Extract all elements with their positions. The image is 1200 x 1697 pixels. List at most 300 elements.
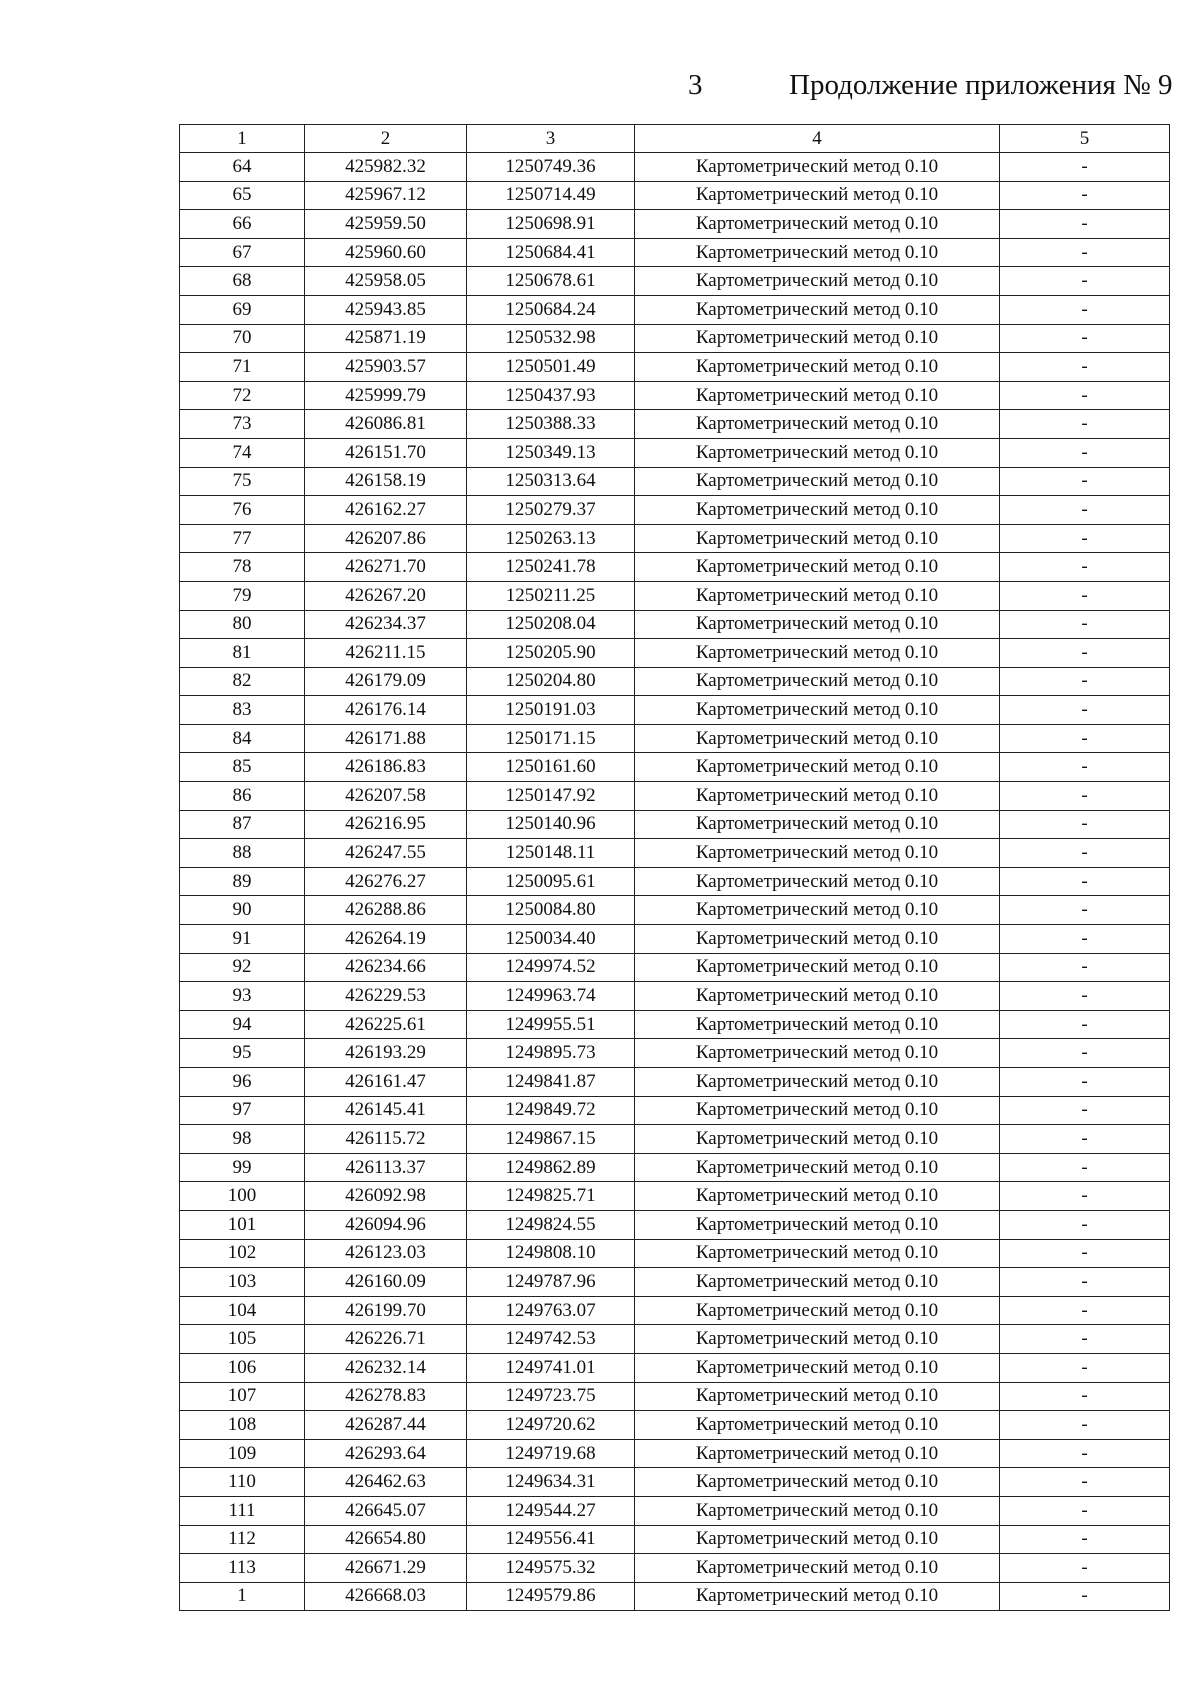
- table-row: [180, 839, 1170, 868]
- point-number-cell: 94: [180, 1010, 305, 1039]
- y-coordinate-cell: 1250095.61: [467, 867, 635, 896]
- table-row: [180, 696, 1170, 725]
- column-5-cell: -: [1000, 1068, 1170, 1097]
- point-number-cell: 88: [180, 839, 305, 868]
- y-coordinate-cell: 1250349.13: [467, 438, 635, 467]
- table-row: [180, 1582, 1170, 1611]
- y-coordinate-cell: 1249579.86: [467, 1582, 635, 1611]
- method-cell: Картометрический метод 0.10: [635, 753, 1000, 782]
- x-coordinate-cell: 426226.71: [305, 1325, 467, 1354]
- table-row: [180, 1182, 1170, 1211]
- point-number-cell: 83: [180, 696, 305, 725]
- x-coordinate-cell: 425967.12: [305, 181, 467, 210]
- x-coordinate-cell: 426293.64: [305, 1439, 467, 1468]
- point-number-cell: 101: [180, 1210, 305, 1239]
- method-cell: Картометрический метод 0.10: [635, 1411, 1000, 1440]
- x-coordinate-cell: 426234.66: [305, 953, 467, 982]
- table-row: [180, 1239, 1170, 1268]
- table-row: [180, 1010, 1170, 1039]
- point-number-cell: 86: [180, 782, 305, 811]
- point-number-cell: 75: [180, 467, 305, 496]
- column-5-cell: -: [1000, 753, 1170, 782]
- y-coordinate-cell: 1249787.96: [467, 1268, 635, 1297]
- column-5-cell: -: [1000, 1353, 1170, 1382]
- table-row: [180, 724, 1170, 753]
- column-5-cell: -: [1000, 1382, 1170, 1411]
- table-row: [180, 324, 1170, 353]
- y-coordinate-cell: 1249849.72: [467, 1096, 635, 1125]
- y-coordinate-cell: 1250161.60: [467, 753, 635, 782]
- x-coordinate-cell: 425960.60: [305, 238, 467, 267]
- method-cell: Картометрический метод 0.10: [635, 553, 1000, 582]
- column-5-cell: -: [1000, 1096, 1170, 1125]
- table-row: [180, 267, 1170, 296]
- x-coordinate-cell: 426158.19: [305, 467, 467, 496]
- method-cell: Картометрический метод 0.10: [635, 238, 1000, 267]
- column-5-cell: -: [1000, 1411, 1170, 1440]
- x-coordinate-cell: 426115.72: [305, 1125, 467, 1154]
- y-coordinate-cell: 1250140.96: [467, 810, 635, 839]
- column-5-cell: -: [1000, 581, 1170, 610]
- point-number-cell: 89: [180, 867, 305, 896]
- point-number-cell: 66: [180, 210, 305, 239]
- column-5-cell: -: [1000, 724, 1170, 753]
- table-row: [180, 982, 1170, 1011]
- method-cell: Картометрический метод 0.10: [635, 267, 1000, 296]
- y-coordinate-cell: 1249963.74: [467, 982, 635, 1011]
- column-header: 1: [180, 125, 305, 153]
- method-cell: Картометрический метод 0.10: [635, 438, 1000, 467]
- column-5-cell: -: [1000, 953, 1170, 982]
- column-5-cell: -: [1000, 238, 1170, 267]
- x-coordinate-cell: 426229.53: [305, 982, 467, 1011]
- y-coordinate-cell: 1250313.64: [467, 467, 635, 496]
- table-row: [180, 1153, 1170, 1182]
- table-row: [180, 810, 1170, 839]
- table-row: [180, 1554, 1170, 1583]
- x-coordinate-cell: 426162.27: [305, 496, 467, 525]
- method-cell: Картометрический метод 0.10: [635, 639, 1000, 668]
- method-cell: Картометрический метод 0.10: [635, 381, 1000, 410]
- x-coordinate-cell: 426171.88: [305, 724, 467, 753]
- x-coordinate-cell: 426161.47: [305, 1068, 467, 1097]
- point-number-cell: 80: [180, 610, 305, 639]
- table-row: [180, 295, 1170, 324]
- column-5-cell: -: [1000, 1582, 1170, 1611]
- y-coordinate-cell: 1250501.49: [467, 353, 635, 382]
- x-coordinate-cell: 426186.83: [305, 753, 467, 782]
- column-5-cell: -: [1000, 181, 1170, 210]
- method-cell: Картометрический метод 0.10: [635, 581, 1000, 610]
- table-row: [180, 1525, 1170, 1554]
- x-coordinate-cell: 425982.32: [305, 153, 467, 182]
- column-5-cell: -: [1000, 810, 1170, 839]
- x-coordinate-cell: 425871.19: [305, 324, 467, 353]
- column-5-cell: -: [1000, 1296, 1170, 1325]
- method-cell: Картометрический метод 0.10: [635, 1153, 1000, 1182]
- table-row: [180, 1296, 1170, 1325]
- method-cell: Картометрический метод 0.10: [635, 1582, 1000, 1611]
- point-number-cell: 68: [180, 267, 305, 296]
- y-coordinate-cell: 1249741.01: [467, 1353, 635, 1382]
- method-cell: Картометрический метод 0.10: [635, 1039, 1000, 1068]
- x-coordinate-cell: 426645.07: [305, 1496, 467, 1525]
- y-coordinate-cell: 1249634.31: [467, 1468, 635, 1497]
- table-row: [180, 639, 1170, 668]
- column-5-cell: -: [1000, 1468, 1170, 1497]
- point-number-cell: 76: [180, 496, 305, 525]
- x-coordinate-cell: 426267.20: [305, 581, 467, 610]
- y-coordinate-cell: 1250205.90: [467, 639, 635, 668]
- x-coordinate-cell: 426193.29: [305, 1039, 467, 1068]
- table-row: [180, 610, 1170, 639]
- point-number-cell: 74: [180, 438, 305, 467]
- x-coordinate-cell: 426668.03: [305, 1582, 467, 1611]
- method-cell: Картометрический метод 0.10: [635, 1382, 1000, 1411]
- y-coordinate-cell: 1249763.07: [467, 1296, 635, 1325]
- y-coordinate-cell: 1249556.41: [467, 1525, 635, 1554]
- y-coordinate-cell: 1249723.75: [467, 1382, 635, 1411]
- table-row: [180, 1468, 1170, 1497]
- x-coordinate-cell: 426199.70: [305, 1296, 467, 1325]
- point-number-cell: 70: [180, 324, 305, 353]
- method-cell: Картометрический метод 0.10: [635, 1468, 1000, 1497]
- point-number-cell: 69: [180, 295, 305, 324]
- table-row: [180, 782, 1170, 811]
- table-row: [180, 410, 1170, 439]
- y-coordinate-cell: 1250171.15: [467, 724, 635, 753]
- method-cell: Картометрический метод 0.10: [635, 724, 1000, 753]
- point-number-cell: 79: [180, 581, 305, 610]
- table-row: [180, 1496, 1170, 1525]
- table-row: [180, 1382, 1170, 1411]
- y-coordinate-cell: 1249974.52: [467, 953, 635, 982]
- method-cell: Картометрический метод 0.10: [635, 896, 1000, 925]
- y-coordinate-cell: 1249575.32: [467, 1554, 635, 1583]
- column-header: 5: [1000, 125, 1170, 153]
- point-number-cell: 87: [180, 810, 305, 839]
- column-5-cell: -: [1000, 467, 1170, 496]
- column-header: 2: [305, 125, 467, 153]
- y-coordinate-cell: 1249824.55: [467, 1210, 635, 1239]
- column-5-cell: -: [1000, 839, 1170, 868]
- column-5-cell: -: [1000, 1039, 1170, 1068]
- y-coordinate-cell: 1250034.40: [467, 925, 635, 954]
- point-number-cell: 100: [180, 1182, 305, 1211]
- x-coordinate-cell: 426145.41: [305, 1096, 467, 1125]
- point-number-cell: 92: [180, 953, 305, 982]
- y-coordinate-cell: 1250147.92: [467, 782, 635, 811]
- x-coordinate-cell: 425999.79: [305, 381, 467, 410]
- point-number-cell: 82: [180, 667, 305, 696]
- column-5-cell: -: [1000, 1325, 1170, 1354]
- column-5-cell: -: [1000, 1239, 1170, 1268]
- x-coordinate-cell: 426234.37: [305, 610, 467, 639]
- y-coordinate-cell: 1249720.62: [467, 1411, 635, 1440]
- table-row: [180, 1096, 1170, 1125]
- y-coordinate-cell: 1249544.27: [467, 1496, 635, 1525]
- y-coordinate-cell: 1250388.33: [467, 410, 635, 439]
- y-coordinate-cell: 1250698.91: [467, 210, 635, 239]
- column-5-cell: -: [1000, 353, 1170, 382]
- point-number-cell: 98: [180, 1125, 305, 1154]
- table-row: [180, 581, 1170, 610]
- y-coordinate-cell: 1249867.15: [467, 1125, 635, 1154]
- x-coordinate-cell: 426671.29: [305, 1554, 467, 1583]
- method-cell: Картометрический метод 0.10: [635, 353, 1000, 382]
- x-coordinate-cell: 426276.27: [305, 867, 467, 896]
- y-coordinate-cell: 1249808.10: [467, 1239, 635, 1268]
- point-number-cell: 105: [180, 1325, 305, 1354]
- method-cell: Картометрический метод 0.10: [635, 839, 1000, 868]
- x-coordinate-cell: 426247.55: [305, 839, 467, 868]
- table-body: [180, 153, 1170, 1611]
- page-number: 3: [688, 69, 703, 101]
- column-5-cell: -: [1000, 1439, 1170, 1468]
- column-5-cell: -: [1000, 925, 1170, 954]
- y-coordinate-cell: 1250084.80: [467, 896, 635, 925]
- appendix-continuation-title: Продолжение приложения № 9: [789, 69, 1173, 101]
- point-number-cell: 84: [180, 724, 305, 753]
- column-5-cell: -: [1000, 410, 1170, 439]
- method-cell: Картометрический метод 0.10: [635, 1210, 1000, 1239]
- x-coordinate-cell: 426151.70: [305, 438, 467, 467]
- y-coordinate-cell: 1250191.03: [467, 696, 635, 725]
- method-cell: Картометрический метод 0.10: [635, 1096, 1000, 1125]
- column-5-cell: -: [1000, 1525, 1170, 1554]
- method-cell: Картометрический метод 0.10: [635, 324, 1000, 353]
- table-row: [180, 667, 1170, 696]
- x-coordinate-cell: 425943.85: [305, 295, 467, 324]
- method-cell: Картометрический метод 0.10: [635, 524, 1000, 553]
- x-coordinate-cell: 425958.05: [305, 267, 467, 296]
- method-cell: Картометрический метод 0.10: [635, 410, 1000, 439]
- column-5-cell: -: [1000, 867, 1170, 896]
- table-row: [180, 524, 1170, 553]
- column-5-cell: -: [1000, 381, 1170, 410]
- y-coordinate-cell: 1250211.25: [467, 581, 635, 610]
- point-number-cell: 90: [180, 896, 305, 925]
- y-coordinate-cell: 1250678.61: [467, 267, 635, 296]
- point-number-cell: 81: [180, 639, 305, 668]
- table-header: [180, 125, 1170, 153]
- table-row: [180, 438, 1170, 467]
- column-5-cell: -: [1000, 696, 1170, 725]
- table-row: [180, 1210, 1170, 1239]
- point-number-cell: 85: [180, 753, 305, 782]
- x-coordinate-cell: 426207.86: [305, 524, 467, 553]
- table-row: [180, 238, 1170, 267]
- column-5-cell: -: [1000, 210, 1170, 239]
- method-cell: Картометрический метод 0.10: [635, 1268, 1000, 1297]
- column-5-cell: -: [1000, 324, 1170, 353]
- method-cell: Картометрический метод 0.10: [635, 1525, 1000, 1554]
- method-cell: Картометрический метод 0.10: [635, 1182, 1000, 1211]
- header-row: [180, 125, 1170, 153]
- x-coordinate-cell: 426462.63: [305, 1468, 467, 1497]
- column-5-cell: -: [1000, 1554, 1170, 1583]
- column-5-cell: -: [1000, 267, 1170, 296]
- x-coordinate-cell: 426232.14: [305, 1353, 467, 1382]
- table-row: [180, 381, 1170, 410]
- table-row: [180, 1325, 1170, 1354]
- column-5-cell: -: [1000, 610, 1170, 639]
- table-row: [180, 1068, 1170, 1097]
- point-number-cell: 64: [180, 153, 305, 182]
- table-row: [180, 1439, 1170, 1468]
- method-cell: Картометрический метод 0.10: [635, 610, 1000, 639]
- point-number-cell: 109: [180, 1439, 305, 1468]
- method-cell: Картометрический метод 0.10: [635, 867, 1000, 896]
- point-number-cell: 107: [180, 1382, 305, 1411]
- y-coordinate-cell: 1249742.53: [467, 1325, 635, 1354]
- table-row: [180, 353, 1170, 382]
- column-5-cell: -: [1000, 1125, 1170, 1154]
- column-5-cell: -: [1000, 982, 1170, 1011]
- point-number-cell: 1: [180, 1582, 305, 1611]
- column-5-cell: -: [1000, 524, 1170, 553]
- y-coordinate-cell: 1249825.71: [467, 1182, 635, 1211]
- x-coordinate-cell: 426094.96: [305, 1210, 467, 1239]
- x-coordinate-cell: 426179.09: [305, 667, 467, 696]
- column-5-cell: -: [1000, 1153, 1170, 1182]
- y-coordinate-cell: 1250241.78: [467, 553, 635, 582]
- method-cell: Картометрический метод 0.10: [635, 210, 1000, 239]
- column-5-cell: -: [1000, 639, 1170, 668]
- point-number-cell: 108: [180, 1411, 305, 1440]
- table-row: [180, 867, 1170, 896]
- point-number-cell: 67: [180, 238, 305, 267]
- method-cell: Картометрический метод 0.10: [635, 1239, 1000, 1268]
- point-number-cell: 95: [180, 1039, 305, 1068]
- table-row: [180, 553, 1170, 582]
- point-number-cell: 106: [180, 1353, 305, 1382]
- y-coordinate-cell: 1250208.04: [467, 610, 635, 639]
- column-5-cell: -: [1000, 438, 1170, 467]
- method-cell: Картометрический метод 0.10: [635, 153, 1000, 182]
- y-coordinate-cell: 1250714.49: [467, 181, 635, 210]
- method-cell: Картометрический метод 0.10: [635, 1125, 1000, 1154]
- table-row: [180, 953, 1170, 982]
- x-coordinate-cell: 426288.86: [305, 896, 467, 925]
- coordinates-table: [179, 124, 1170, 1611]
- x-coordinate-cell: 426086.81: [305, 410, 467, 439]
- point-number-cell: 77: [180, 524, 305, 553]
- column-5-cell: -: [1000, 1210, 1170, 1239]
- method-cell: Картометрический метод 0.10: [635, 467, 1000, 496]
- method-cell: Картометрический метод 0.10: [635, 496, 1000, 525]
- x-coordinate-cell: 426160.09: [305, 1268, 467, 1297]
- point-number-cell: 71: [180, 353, 305, 382]
- method-cell: Картометрический метод 0.10: [635, 1296, 1000, 1325]
- column-5-cell: -: [1000, 896, 1170, 925]
- table-row: [180, 896, 1170, 925]
- x-coordinate-cell: 426176.14: [305, 696, 467, 725]
- y-coordinate-cell: 1250532.98: [467, 324, 635, 353]
- method-cell: Картометрический метод 0.10: [635, 982, 1000, 1011]
- table-row: [180, 467, 1170, 496]
- point-number-cell: 96: [180, 1068, 305, 1097]
- table-row: [180, 1411, 1170, 1440]
- method-cell: Картометрический метод 0.10: [635, 1353, 1000, 1382]
- method-cell: Картометрический метод 0.10: [635, 696, 1000, 725]
- point-number-cell: 111: [180, 1496, 305, 1525]
- column-5-cell: -: [1000, 553, 1170, 582]
- method-cell: Картометрический метод 0.10: [635, 181, 1000, 210]
- table-row: [180, 153, 1170, 182]
- x-coordinate-cell: 426287.44: [305, 1411, 467, 1440]
- column-5-cell: -: [1000, 153, 1170, 182]
- table-row: [180, 1353, 1170, 1382]
- column-5-cell: -: [1000, 1010, 1170, 1039]
- point-number-cell: 112: [180, 1525, 305, 1554]
- y-coordinate-cell: 1249719.68: [467, 1439, 635, 1468]
- column-header: 3: [467, 125, 635, 153]
- y-coordinate-cell: 1249841.87: [467, 1068, 635, 1097]
- x-coordinate-cell: 426278.83: [305, 1382, 467, 1411]
- y-coordinate-cell: 1249895.73: [467, 1039, 635, 1068]
- point-number-cell: 91: [180, 925, 305, 954]
- table-row: [180, 210, 1170, 239]
- point-number-cell: 93: [180, 982, 305, 1011]
- method-cell: Картометрический метод 0.10: [635, 1068, 1000, 1097]
- column-header: 4: [635, 125, 1000, 153]
- y-coordinate-cell: 1250437.93: [467, 381, 635, 410]
- method-cell: Картометрический метод 0.10: [635, 667, 1000, 696]
- x-coordinate-cell: 426211.15: [305, 639, 467, 668]
- point-number-cell: 65: [180, 181, 305, 210]
- x-coordinate-cell: 426216.95: [305, 810, 467, 839]
- table-row: [180, 181, 1170, 210]
- table-row: [180, 1039, 1170, 1068]
- method-cell: Картометрический метод 0.10: [635, 1496, 1000, 1525]
- x-coordinate-cell: 425959.50: [305, 210, 467, 239]
- point-number-cell: 113: [180, 1554, 305, 1583]
- method-cell: Картометрический метод 0.10: [635, 925, 1000, 954]
- x-coordinate-cell: 425903.57: [305, 353, 467, 382]
- y-coordinate-cell: 1249955.51: [467, 1010, 635, 1039]
- column-5-cell: -: [1000, 496, 1170, 525]
- y-coordinate-cell: 1250684.41: [467, 238, 635, 267]
- point-number-cell: 99: [180, 1153, 305, 1182]
- y-coordinate-cell: 1250749.36: [467, 153, 635, 182]
- y-coordinate-cell: 1250263.13: [467, 524, 635, 553]
- column-5-cell: -: [1000, 667, 1170, 696]
- point-number-cell: 97: [180, 1096, 305, 1125]
- column-5-cell: -: [1000, 1182, 1170, 1211]
- method-cell: Картометрический метод 0.10: [635, 782, 1000, 811]
- y-coordinate-cell: 1250148.11: [467, 839, 635, 868]
- x-coordinate-cell: 426654.80: [305, 1525, 467, 1554]
- y-coordinate-cell: 1250279.37: [467, 496, 635, 525]
- method-cell: Картометрический метод 0.10: [635, 1554, 1000, 1583]
- method-cell: Картометрический метод 0.10: [635, 1439, 1000, 1468]
- point-number-cell: 73: [180, 410, 305, 439]
- table-row: [180, 1125, 1170, 1154]
- x-coordinate-cell: 426123.03: [305, 1239, 467, 1268]
- y-coordinate-cell: 1250684.24: [467, 295, 635, 324]
- method-cell: Картометрический метод 0.10: [635, 295, 1000, 324]
- y-coordinate-cell: 1249862.89: [467, 1153, 635, 1182]
- point-number-cell: 104: [180, 1296, 305, 1325]
- y-coordinate-cell: 1250204.80: [467, 667, 635, 696]
- method-cell: Картометрический метод 0.10: [635, 810, 1000, 839]
- x-coordinate-cell: 426225.61: [305, 1010, 467, 1039]
- column-5-cell: -: [1000, 782, 1170, 811]
- table-row: [180, 496, 1170, 525]
- column-5-cell: -: [1000, 1268, 1170, 1297]
- method-cell: Картометрический метод 0.10: [635, 953, 1000, 982]
